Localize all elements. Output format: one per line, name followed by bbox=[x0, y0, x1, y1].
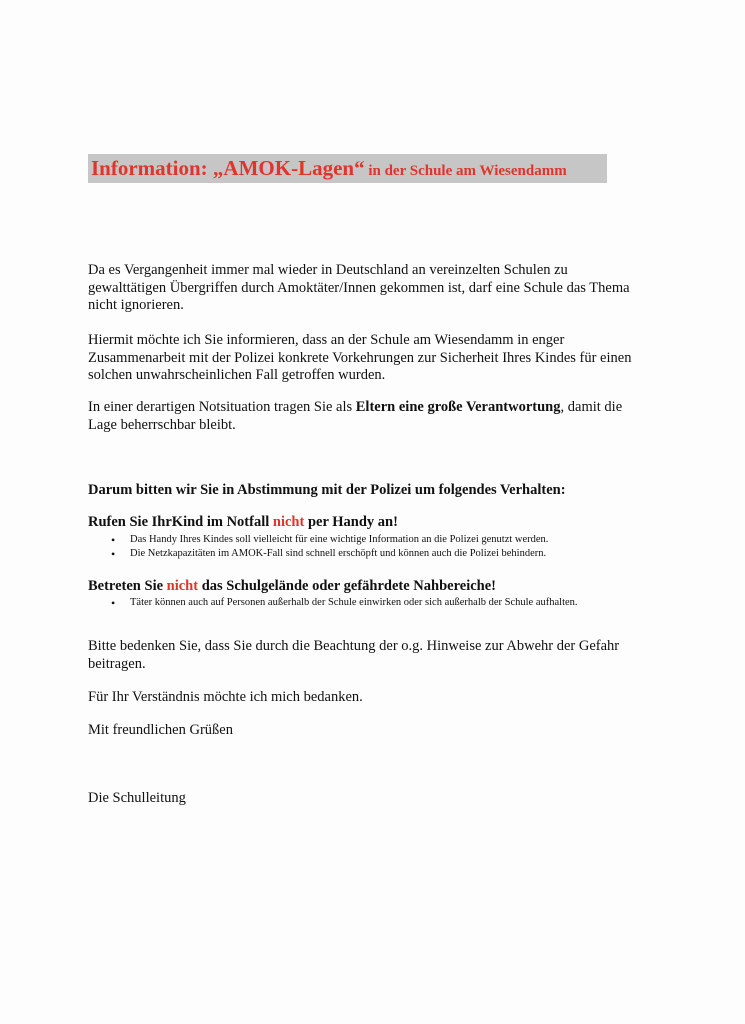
list-item: • Täter können auch auf Personen außerhalb der Schule einwirken oder sich außerhalb der Schule aufhalten. bbox=[130, 596, 630, 610]
rule-enter-text-start: Betreten Sie bbox=[88, 578, 167, 594]
rule-phone-text-end: per Handy an! bbox=[304, 514, 398, 530]
rule-phone-text-start: Rufen Sie IhrKind im Notfall bbox=[88, 514, 273, 530]
responsibility-bold: Eltern eine große Verantwortung bbox=[355, 399, 561, 415]
rule-enter-text-end: das Schulgelände oder gefährdete Nahbereiche! bbox=[198, 578, 496, 594]
request-heading: Darum bitten wir Sie in Abstimmung mit der Polizei um folgendes Verhalten: bbox=[88, 482, 566, 498]
rule-enter-bullets bbox=[88, 596, 630, 610]
title-suffix: in der Schule am Wiesendamm bbox=[364, 163, 567, 179]
rule-phone-heading bbox=[88, 514, 648, 532]
responsibility-paragraph bbox=[88, 399, 648, 434]
thanks-paragraph: Für Ihr Verständnis möchte ich mich bedanken. bbox=[88, 689, 363, 705]
info-paragraph: Hiermit möchte ich Sie informieren, dass an der Schule am Wiesendamm in enger Zusammenarbeit mit der Polizei konkrete Vorkehrungen zur Sicherheit Ihres Kindes für einen solchen unwahrscheinlichen Fall getroffen wurden. bbox=[88, 332, 632, 383]
intro-paragraph: Da es Vergangenheit immer mal wieder in Deutschland an vereinzelten Schulen zu gewalttätigen Übergriffen durch Amoktäter/Innen gekommen ist, darf eine Schule das Thema nicht ignorieren. bbox=[88, 262, 630, 313]
responsibility-text-start: In einer derartigen Notsituation tragen Sie als bbox=[88, 399, 356, 415]
list-item: • Das Handy Ihres Kindes soll vielleicht für eine wichtige Information an die Polizei genutzt werden. bbox=[130, 533, 670, 547]
responsibility-text-end: , damit die Lage beherrschbar bleibt. bbox=[88, 399, 623, 433]
document-title bbox=[88, 154, 607, 183]
rule-phone-bullets bbox=[88, 533, 670, 561]
rule-enter-nicht: nicht bbox=[166, 578, 199, 594]
closing-greeting: Mit freundlichen Grüßen bbox=[88, 722, 233, 738]
consideration-paragraph: Bitte bedenken Sie, dass Sie durch die Beachtung der o.g. Hinweise zur Abwehr der Gefahr beitragen. bbox=[88, 638, 620, 672]
rule-phone-nicht: nicht bbox=[272, 514, 305, 530]
title-prefix: Information: bbox=[91, 156, 213, 180]
rule-enter-heading bbox=[88, 578, 648, 596]
title-main: „AMOK-Lagen“ bbox=[212, 156, 365, 180]
list-item: • Die Netzkapazitäten im AMOK-Fall sind schnell erschöpft und können auch die Polizei behindern. bbox=[130, 547, 670, 561]
signature: Die Schulleitung bbox=[88, 790, 186, 806]
